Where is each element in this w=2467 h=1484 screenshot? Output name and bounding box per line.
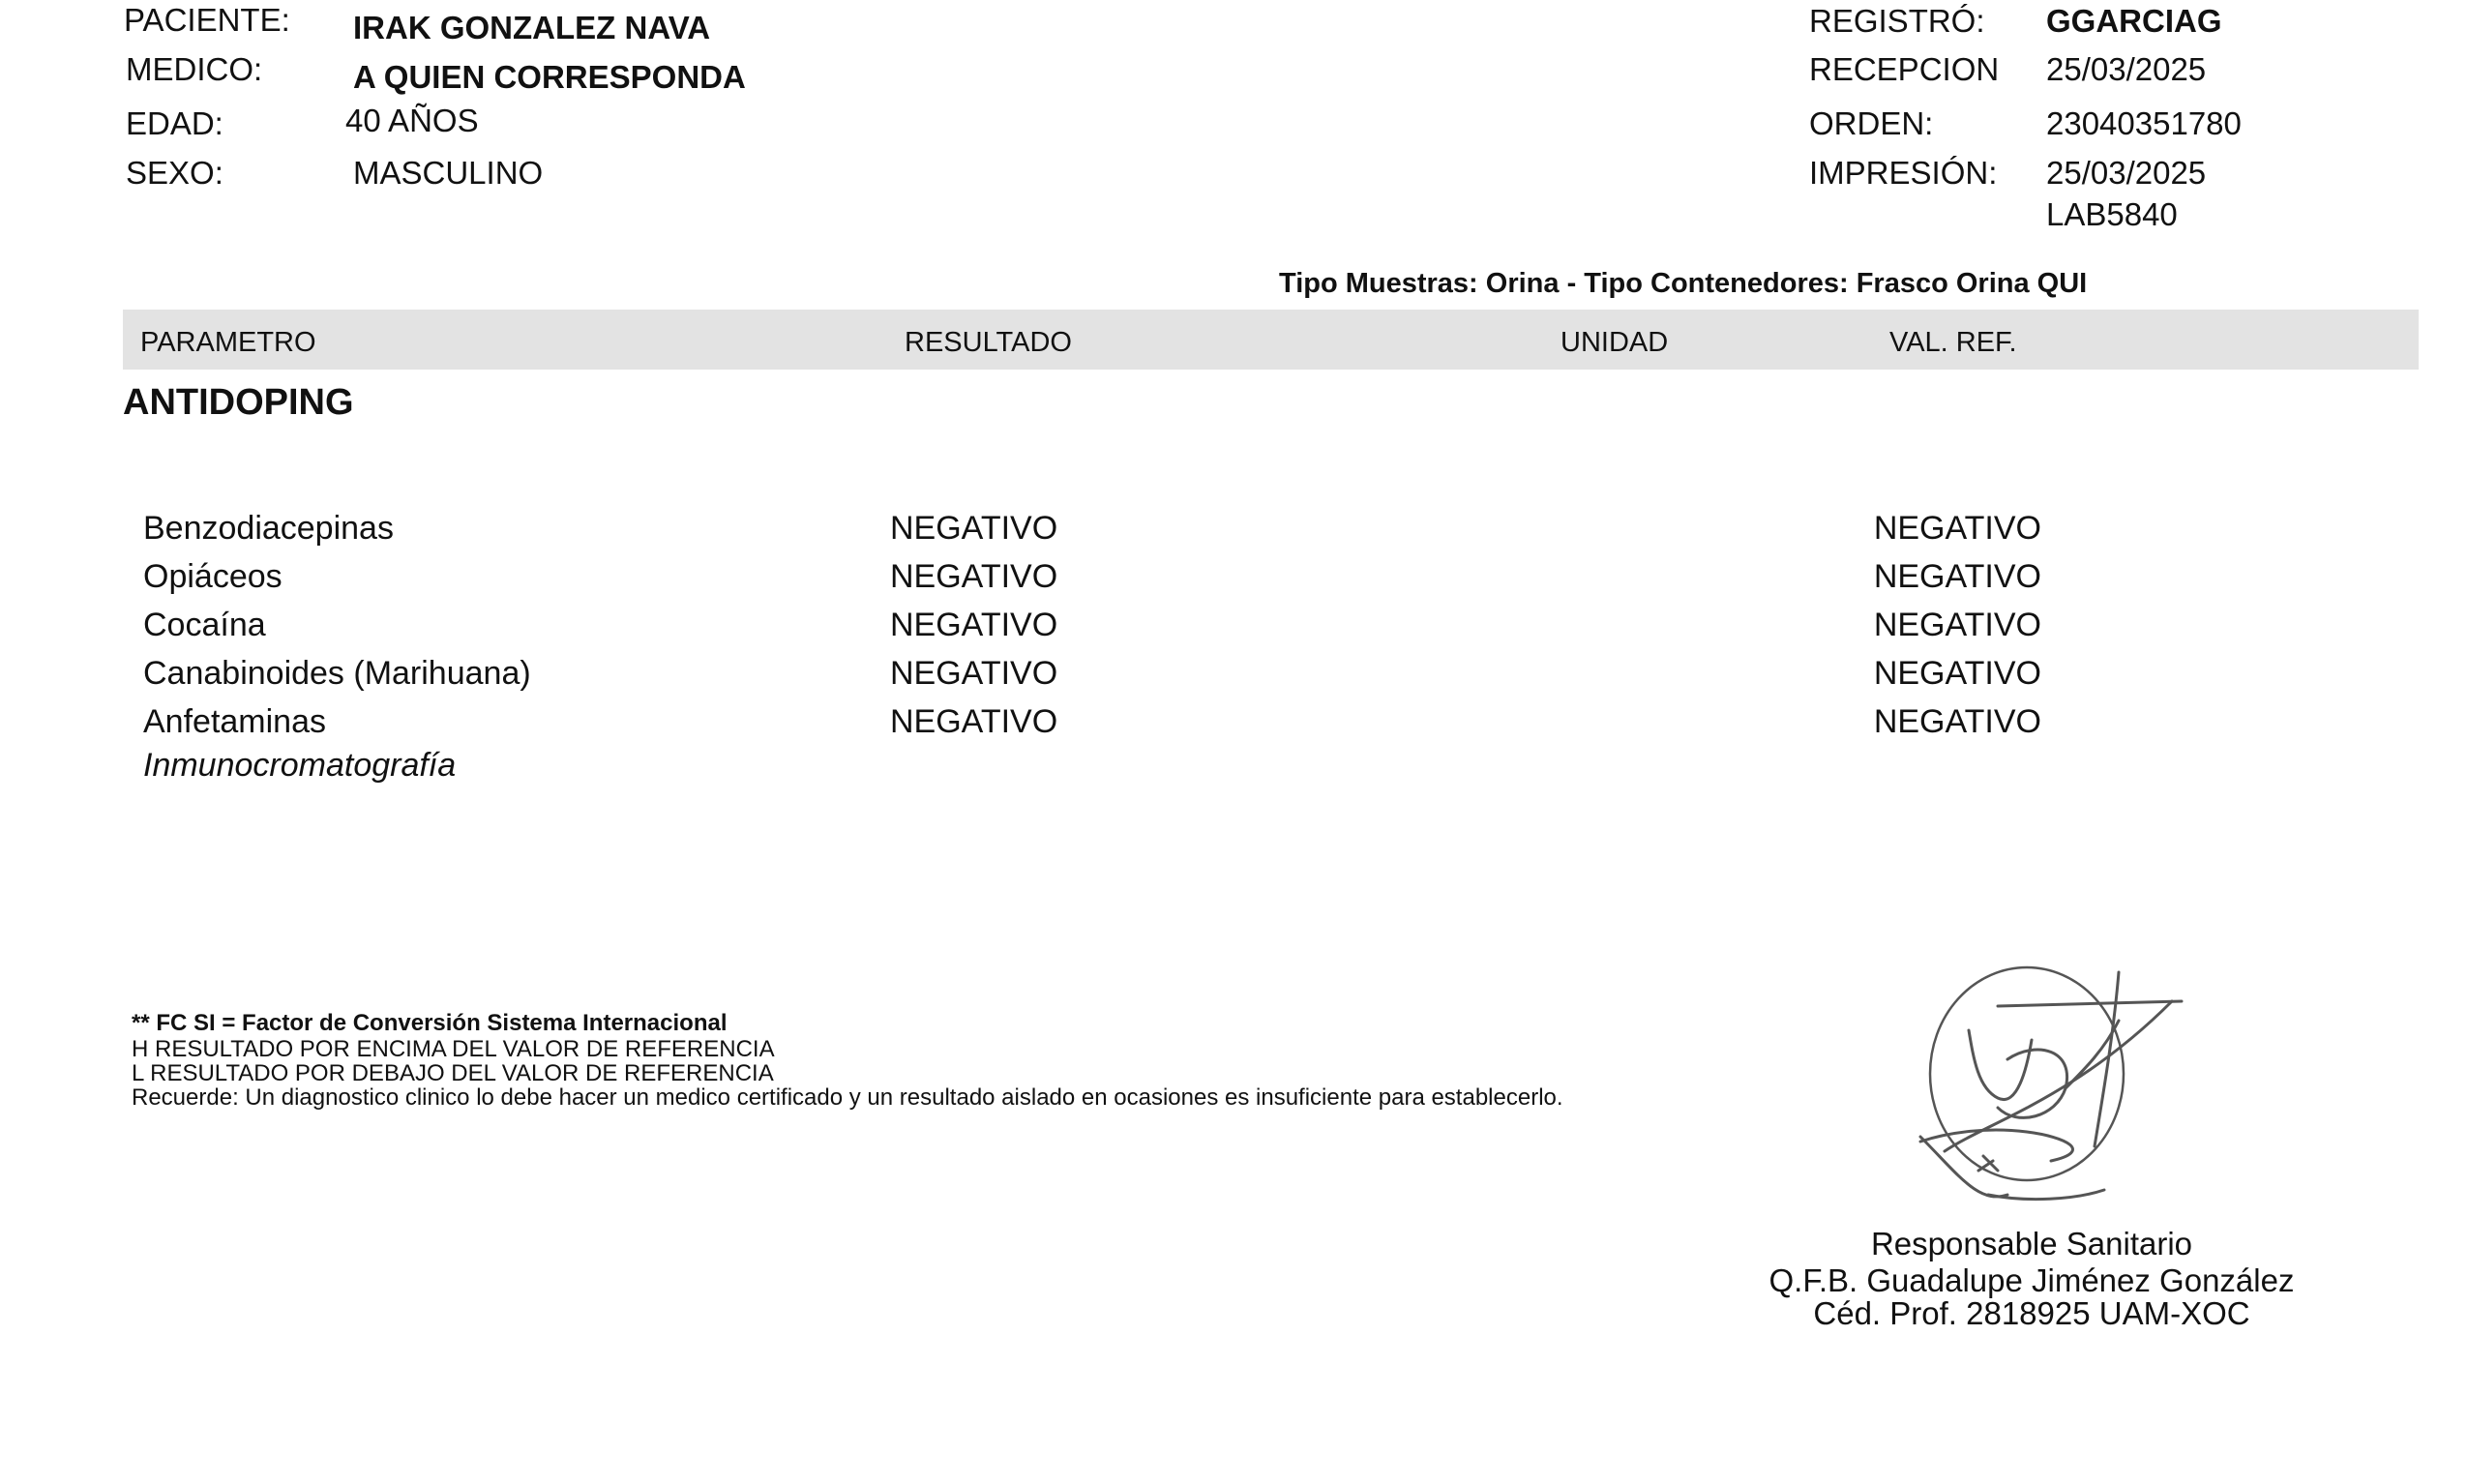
registro-label: REGISTRÓ: bbox=[1809, 3, 1985, 39]
row-parametro: Anfetaminas bbox=[143, 703, 326, 740]
row-resultado: NEGATIVO bbox=[890, 558, 1058, 595]
signature-icon bbox=[1882, 953, 2191, 1214]
edad-value: 40 AÑOS bbox=[345, 103, 479, 138]
sexo-label: SEXO: bbox=[126, 155, 223, 191]
medico-label: MEDICO: bbox=[126, 51, 263, 87]
impresion-label: IMPRESIÓN: bbox=[1809, 155, 1998, 191]
row-parametro: Opiáceos bbox=[143, 558, 282, 595]
recepcion-label: RECEPCION bbox=[1809, 51, 2000, 87]
header-resultado: RESULTADO bbox=[905, 327, 1072, 358]
sample-info: Tipo Muestras: Orina - Tipo Contenedores: Frasco Orina QUI bbox=[1279, 268, 2088, 299]
edad-label: EDAD: bbox=[126, 105, 223, 141]
row-parametro: Benzodiacepinas bbox=[143, 510, 394, 547]
row-resultado: NEGATIVO bbox=[890, 607, 1058, 643]
row-parametro: Canabinoides (Marihuana) bbox=[143, 655, 531, 692]
medico-value: A QUIEN CORRESPONDA bbox=[353, 59, 746, 95]
orden-label: ORDEN: bbox=[1809, 105, 1934, 141]
method-note: Inmunocromatografía bbox=[143, 747, 457, 784]
signer-license: Céd. Prof. 2818925 UAM-XOC bbox=[1813, 1295, 2250, 1331]
row-parametro: Cocaína bbox=[143, 607, 266, 643]
header-unidad: UNIDAD bbox=[1560, 327, 1669, 358]
section-title: ANTIDOPING bbox=[123, 382, 354, 423]
row-val-ref: NEGATIVO bbox=[1873, 703, 2041, 740]
row-resultado: NEGATIVO bbox=[890, 655, 1058, 692]
impresion-value: 25/03/2025 bbox=[2046, 155, 2207, 191]
table-header-bar bbox=[123, 310, 2419, 370]
header-val-ref: VAL. REF. bbox=[1889, 327, 2017, 358]
header-parametro: PARAMETRO bbox=[140, 327, 316, 358]
paciente-label: PACIENTE: bbox=[124, 2, 290, 38]
paciente-value: IRAK GONZALEZ NAVA bbox=[353, 10, 711, 45]
registro-value: GGARCIAG bbox=[2046, 3, 2222, 39]
footer-note-fcsi: ** FC SI = Factor de Conversión Sistema Internacional bbox=[132, 1010, 728, 1036]
row-val-ref: NEGATIVO bbox=[1873, 558, 2041, 595]
orden-value: 23040351780 bbox=[2046, 105, 2242, 141]
footer-note-h: H RESULTADO POR ENCIMA DEL VALOR DE REFERENCIA bbox=[132, 1036, 775, 1062]
row-resultado: NEGATIVO bbox=[890, 510, 1058, 547]
footer-note-l: L RESULTADO POR DEBAJO DEL VALOR DE REFERENCIA bbox=[132, 1060, 774, 1086]
signer-name: Q.F.B. Guadalupe Jiménez González bbox=[1769, 1262, 2295, 1298]
lab-code: LAB5840 bbox=[2046, 196, 2178, 232]
sexo-value: MASCULINO bbox=[353, 155, 544, 191]
footer-note-recuerde: Recuerde: Un diagnostico clinico lo debe hacer un medico certificado y un resultado aislado en ocasiones es insuficiente para establecerlo. bbox=[132, 1084, 1563, 1111]
row-val-ref: NEGATIVO bbox=[1873, 607, 2041, 643]
row-resultado: NEGATIVO bbox=[890, 703, 1058, 740]
signer-role: Responsable Sanitario bbox=[1870, 1226, 2193, 1261]
recepcion-value: 25/03/2025 bbox=[2046, 51, 2207, 87]
row-val-ref: NEGATIVO bbox=[1873, 510, 2041, 547]
row-val-ref: NEGATIVO bbox=[1873, 655, 2041, 692]
